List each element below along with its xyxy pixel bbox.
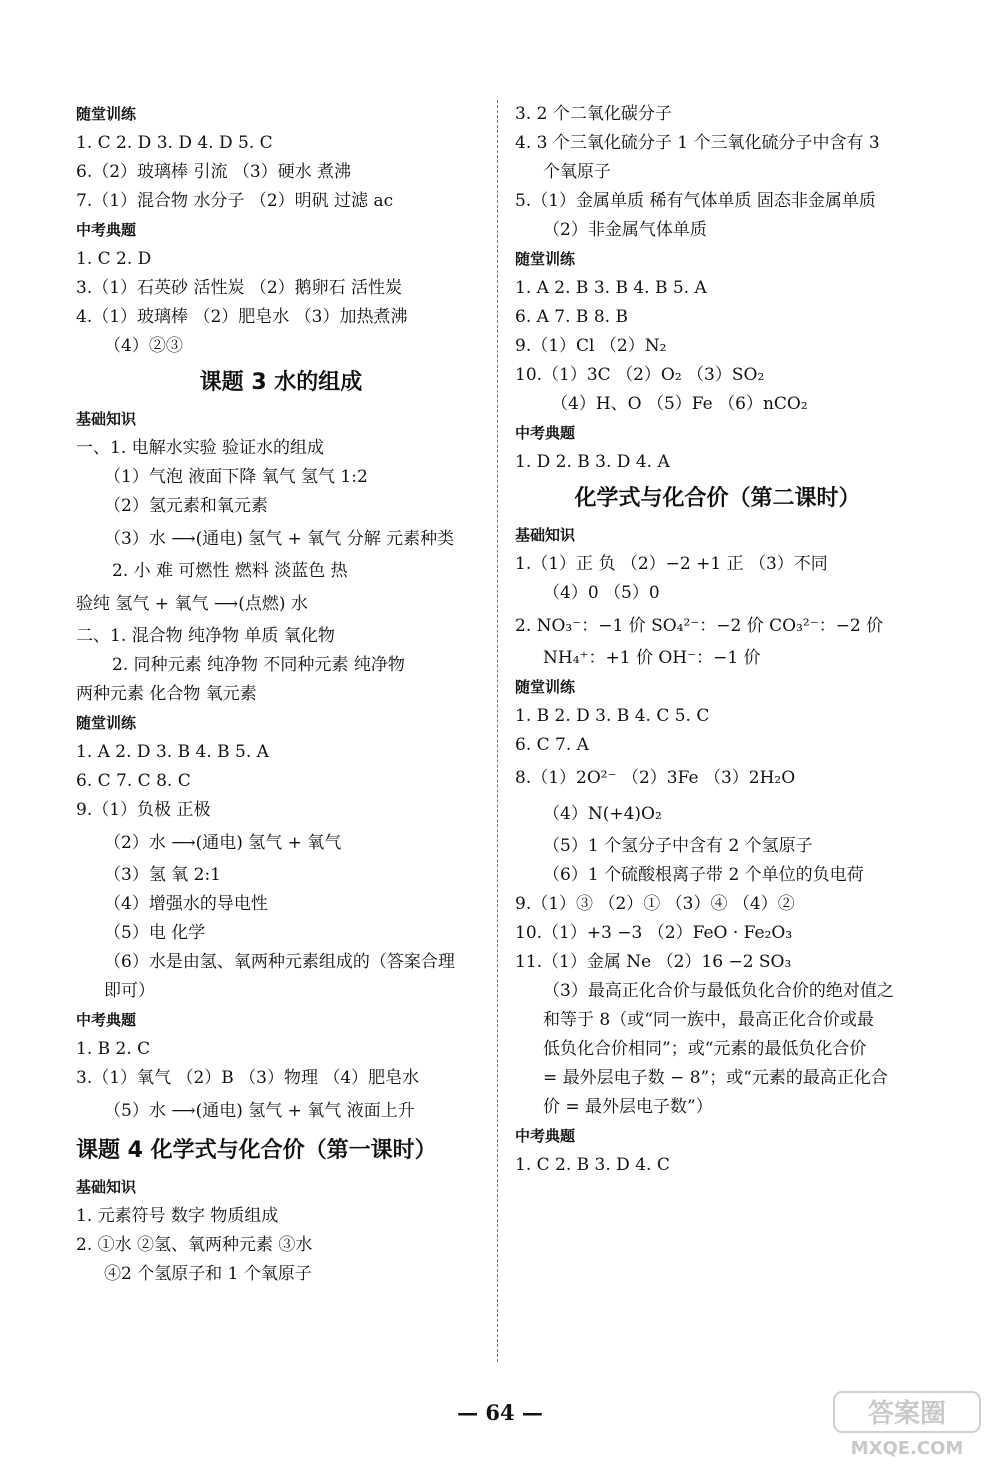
answer-line: 4.（1）玻璃棒 （2）肥皂水 （3）加热煮沸 [76, 307, 408, 327]
answer-line: 和等于 8（或“同一族中，最高正化合价或最 [543, 1010, 874, 1030]
answer-line: 10.（1）+3 −3 （2）FeO · Fe₂O₃ [515, 923, 793, 943]
answer-line: （1）气泡 液面下降 氧气 氢气 1:2 [104, 467, 368, 487]
answer-line: 10.（1）3C （2）O₂ （3）SO₂ [515, 365, 765, 385]
answer-line: 3.（1）石英砂 活性炭 （2）鹅卵石 活性炭 [76, 278, 403, 298]
answer-line: （4）H、O （5）Fe （6）nCO₂ [551, 394, 808, 414]
answer-line: 1. D 2. B 3. D 4. A [515, 452, 670, 472]
section-heading: 随堂训练 [76, 105, 137, 123]
section-heading: 随堂训练 [515, 250, 576, 268]
section-heading: 中考典题 [515, 1127, 576, 1145]
answer-line: 2. NO₃⁻：−1 价 SO₄²⁻：−2 价 CO₃²⁻：−2 价 [515, 616, 884, 636]
answer-line: 6. C 7. C 8. C [76, 771, 191, 791]
answer-line: （3）最高正化合价与最低负化合价的绝对值之 [543, 981, 894, 1001]
section-heading: 随堂训练 [515, 678, 576, 696]
answer-line: 6. C 7. A [515, 735, 589, 755]
answer-line: （3）氢 氧 2:1 [104, 865, 221, 885]
section-heading: 中考典题 [76, 221, 137, 239]
answer-line: 3. 2 个二氧化碳分子 [515, 104, 672, 124]
answer-line: （2）水 ⟶(通电) 氢气 + 氧气 [104, 833, 342, 853]
answer-line: 两种元素 化合物 氧元素 [76, 684, 257, 704]
answer-line: （4）②③ [104, 336, 183, 356]
watermark-logo [832, 1390, 982, 1460]
answer-line: 即可） [104, 981, 155, 1001]
answer-line: 1. C 2. D 3. D 4. D 5. C [76, 133, 273, 153]
lesson-title: 课题 4 化学式与化合价（第一课时） [76, 1138, 437, 1163]
answer-line: 低负化合价相同”；或“元素的最低负化合价 [543, 1039, 867, 1059]
watermark-url: MXQE.COM [850, 1438, 964, 1459]
page-number: — 64 — [457, 1400, 543, 1425]
answer-line: （6）水是由氢、氧两种元素组成的（答案合理 [104, 952, 455, 972]
answer-line: 1. C 2. D [76, 249, 152, 269]
answer-line: 2. 同种元素 纯净物 不同种元素 纯净物 [112, 655, 405, 675]
answer-line: 个氧原子 [543, 162, 611, 182]
answer-line: （4）N(+4)O₂ [543, 804, 662, 824]
answer-line: （5）电 化学 [104, 923, 206, 943]
answer-line: 9.（1）③ （2）① （3）④ （4）② [515, 894, 795, 914]
answer-line: 6.（2）玻璃棒 引流 （3）硬水 煮沸 [76, 162, 352, 182]
answer-line: = 最外层电子数 − 8”；或“元素的最高正化合 [543, 1068, 888, 1088]
answer-line: 1. B 2. C [76, 1039, 151, 1059]
answer-line: 7.（1）混合物 水分子 （2）明矾 过滤 ac [76, 191, 394, 211]
answer-line: 1. C 2. B 3. D 4. C [515, 1155, 670, 1175]
answer-line: 1. 元素符号 数字 物质组成 [76, 1206, 279, 1226]
answer-line: 1. B 2. D 3. B 4. C 5. C [515, 706, 710, 726]
answer-line: 验纯 氢气 + 氧气 ⟶(点燃) 水 [76, 594, 308, 614]
answer-line: （4）0 （5）0 [543, 583, 660, 603]
answer-line: 5.（1）金属单质 稀有气体单质 固态非金属单质 [515, 191, 876, 211]
answer-line: 3.（1）氧气 （2）B （3）物理 （4）肥皂水 [76, 1068, 420, 1088]
answer-line: 4. 3 个三氧化硫分子 1 个三氧化硫分子中含有 3 [515, 133, 880, 153]
answer-line: 8.（1）2O²⁻ （2）3Fe （3）2H₂O [515, 768, 796, 788]
answer-line: 2. 小 难 可燃性 燃料 淡蓝色 热 [112, 561, 348, 581]
answer-line: 9.（1）负极 正极 [76, 800, 211, 820]
section-heading: 中考典题 [515, 424, 576, 442]
answer-line: 1. A 2. D 3. B 4. B 5. A [76, 742, 269, 762]
answer-line: 1.（1）正 负 （2）−2 +1 正 （3）不同 [515, 554, 828, 574]
lesson-title: 化学式与化合价（第二课时） [574, 486, 861, 511]
answer-line: 1. A 2. B 3. B 4. B 5. A [515, 278, 707, 298]
section-heading: 基础知识 [76, 410, 137, 428]
column-divider [497, 100, 498, 1362]
answer-line: 价 = 最外层电子数”） [543, 1097, 713, 1117]
answer-line: 2. ①水 ②氢、氧两种元素 ③水 [76, 1235, 313, 1255]
answer-line: 一、1. 电解水实验 验证水的组成 [76, 438, 325, 458]
section-heading: 基础知识 [515, 526, 576, 544]
section-heading: 中考典题 [76, 1011, 137, 1029]
answer-line: （2）氢元素和氧元素 [104, 496, 268, 516]
answer-line: （4）增强水的导电性 [104, 894, 268, 914]
answer-line: NH₄⁺：+1 价 OH⁻：−1 价 [543, 648, 761, 668]
answer-line: 11.（1）金属 Ne （2）16 −2 SO₃ [515, 952, 792, 972]
answer-line: 二、1. 混合物 纯净物 单质 氧化物 [76, 626, 335, 646]
answer-line: 6. A 7. B 8. B [515, 307, 628, 327]
section-heading: 基础知识 [76, 1178, 137, 1196]
lesson-title: 课题 3 水的组成 [199, 370, 363, 395]
section-heading: 随堂训练 [76, 714, 137, 732]
answer-line: ④2 个氢原子和 1 个氧原子 [104, 1264, 312, 1284]
right-column [515, 100, 920, 1180]
answer-line: （3）水 ⟶(通电) 氢气 + 氧气 分解 元素种类 [104, 529, 455, 549]
answer-line: （5）水 ⟶(通电) 氢气 + 氧气 液面上升 [104, 1101, 415, 1121]
answer-line: （2）非金属气体单质 [543, 220, 707, 240]
watermark-text: 答案圈 [867, 1399, 947, 1429]
answer-line: 9.（1）Cl （2）N₂ [515, 336, 667, 356]
answer-line: （6）1 个硫酸根离子带 2 个单位的负电荷 [543, 865, 864, 885]
left-column [76, 100, 486, 1289]
answer-line: （5）1 个氢分子中含有 2 个氢原子 [543, 836, 813, 856]
